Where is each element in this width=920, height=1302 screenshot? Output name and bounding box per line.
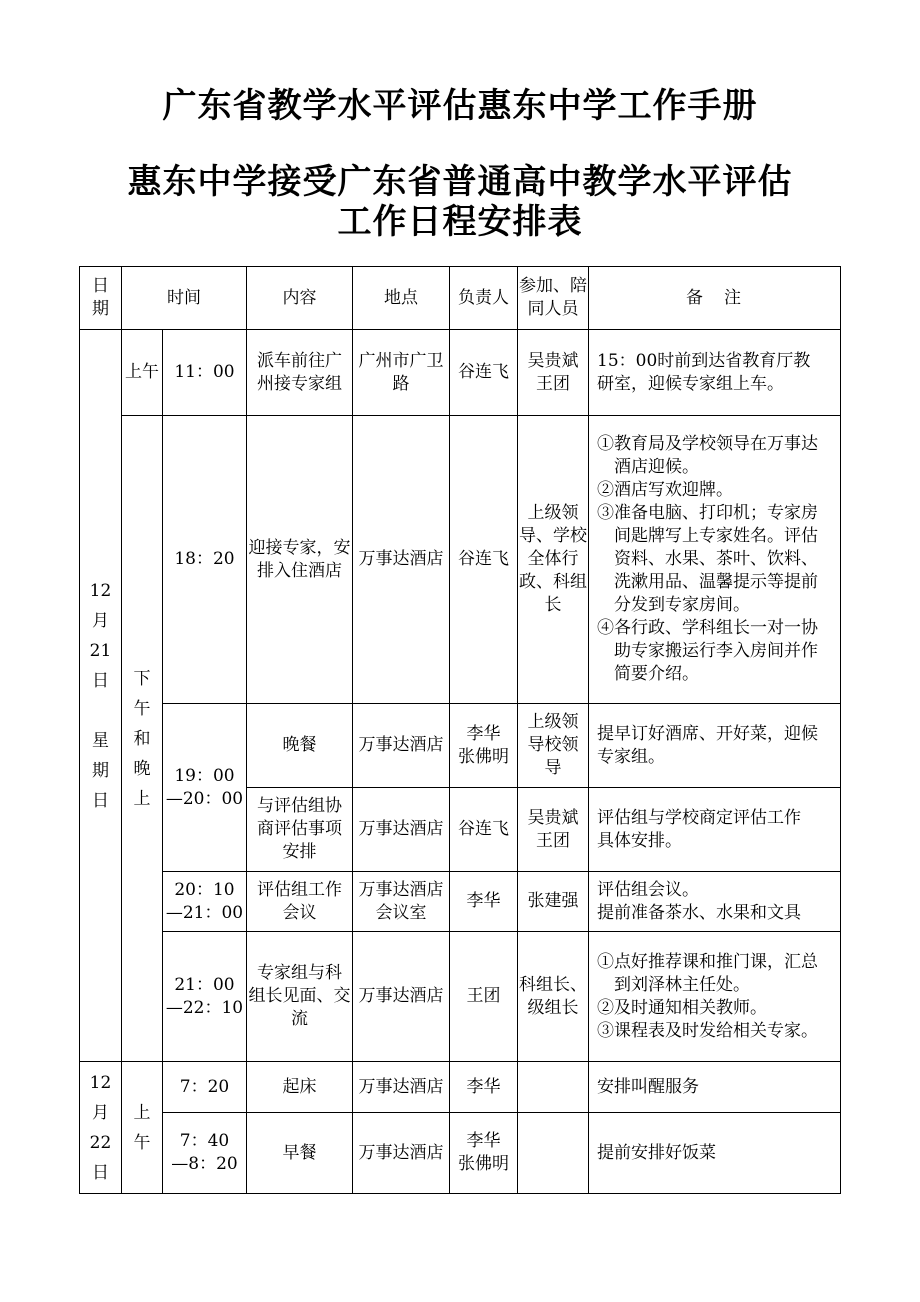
- header-attendees: 参加、陪 同人员: [518, 267, 589, 330]
- person-cell: 李华 张佛明: [450, 1113, 518, 1194]
- attendees-cell: 上级领 导校领 导: [518, 704, 589, 788]
- time-cell: 19：00 —20：00: [163, 704, 247, 872]
- person-cell: 李华: [450, 1062, 518, 1113]
- attendees-cell: [518, 1062, 589, 1113]
- day1-afternoon-label: 下 午 和 晚 上: [122, 416, 163, 1062]
- attendees-cell: 科组长、 级组长: [518, 932, 589, 1062]
- table-row: [80, 416, 841, 704]
- place-cell: 万事达酒店 会议室: [353, 872, 450, 932]
- time-cell: 11：00: [163, 330, 247, 416]
- day1-morning-label: 上午: [122, 330, 163, 416]
- time-cell: 21：00 —22：10: [163, 932, 247, 1062]
- day2-morning-label: 上 午: [122, 1062, 163, 1194]
- header-remark: 备 注: [589, 267, 841, 330]
- attendees-cell: [518, 1113, 589, 1194]
- header-place: 地点: [353, 267, 450, 330]
- content-cell: 迎接专家，安 排入住酒店: [247, 416, 353, 704]
- table-row: [80, 872, 841, 932]
- place-cell: 万事达酒店: [353, 788, 450, 872]
- content-cell: 早餐: [247, 1113, 353, 1194]
- day2-date-cell: 12 月 22 日: [80, 1062, 122, 1194]
- person-cell: 谷连飞: [450, 788, 518, 872]
- place-cell: 万事达酒店: [353, 1113, 450, 1194]
- table-row: [80, 932, 841, 1062]
- header-time: 时间: [122, 267, 247, 330]
- remark-cell: ①教育局及学校领导在万事达酒店迎候。 ②酒店写欢迎牌。 ③准备电脑、打印机；专家房间匙牌写上专家姓名。评估资料、水果、茶叶、饮料、洗漱用品、温馨提示等提前分发到专家房间。 ④各行政、学科组长一对一协助专家搬运行李入房间并作简要介绍。: [589, 416, 841, 704]
- header-person: 负责人: [450, 267, 518, 330]
- place-cell: 万事达酒店: [353, 704, 450, 788]
- table-row: [80, 1113, 841, 1194]
- time-cell: 18：20: [163, 416, 247, 704]
- person-cell: 王团: [450, 932, 518, 1062]
- time-cell: 7：20: [163, 1062, 247, 1113]
- remark-cell: 评估组与学校商定评估工作 具体安排。: [589, 788, 841, 872]
- content-cell: 专家组与科 组长见面、交 流: [247, 932, 353, 1062]
- table-row: [80, 330, 841, 416]
- schedule-table: [79, 266, 841, 1194]
- remark-cell: 15：00时前到达省教育厅教 研室，迎候专家组上车。: [589, 330, 841, 416]
- time-cell: 20：10 —21：00: [163, 872, 247, 932]
- content-cell: 派车前往广 州接专家组: [247, 330, 353, 416]
- attendees-cell: 吴贵斌 王团: [518, 330, 589, 416]
- content-cell: 评估组工作 会议: [247, 872, 353, 932]
- place-cell: 万事达酒店: [353, 1062, 450, 1113]
- remark-cell: 安排叫醒服务: [589, 1062, 841, 1113]
- remark-cell: 提前安排好饭菜: [589, 1113, 841, 1194]
- content-cell: 起床: [247, 1062, 353, 1113]
- person-cell: 谷连飞: [450, 416, 518, 704]
- table-row: [80, 1062, 841, 1113]
- document-title: 广东省教学水平评估惠东中学工作手册: [162, 86, 758, 126]
- table-row: [80, 704, 841, 788]
- header-content: 内容: [247, 267, 353, 330]
- place-cell: 万事达酒店: [353, 932, 450, 1062]
- schedule-title-line2: 工作日程安排表: [337, 202, 583, 242]
- remark-cell: 评估组会议。 提前准备茶水、水果和文具: [589, 872, 841, 932]
- day1-date-cell: 12 月 21 日 星 期 日: [80, 330, 122, 1062]
- header-date: 日 期: [80, 267, 122, 330]
- person-cell: 李华 张佛明: [450, 704, 518, 788]
- attendees-cell: 吴贵斌 王团: [518, 788, 589, 872]
- schedule-title-line1: 惠东中学接受广东省普通高中教学水平评估: [127, 162, 793, 202]
- remark-cell: ①点好推荐课和推门课，汇总到刘泽林主任处。 ②及时通知相关教师。 ③课程表及时发给相关专家。: [589, 932, 841, 1062]
- header-row: [80, 267, 841, 330]
- content-cell: 与评估组协 商评估事项 安排: [247, 788, 353, 872]
- attendees-cell: 上级领 导、学校 全体行 政、科组 长: [518, 416, 589, 704]
- content-cell: 晚餐: [247, 704, 353, 788]
- remark-cell: 提早订好酒席、开好菜，迎候 专家组。: [589, 704, 841, 788]
- schedule-title: [0, 162, 920, 242]
- attendees-cell: 张建强: [518, 872, 589, 932]
- time-cell: 7：40 —8：20: [163, 1113, 247, 1194]
- place-cell: 广州市广卫 路: [353, 330, 450, 416]
- place-cell: 万事达酒店: [353, 416, 450, 704]
- person-cell: 谷连飞: [450, 330, 518, 416]
- person-cell: 李华: [450, 872, 518, 932]
